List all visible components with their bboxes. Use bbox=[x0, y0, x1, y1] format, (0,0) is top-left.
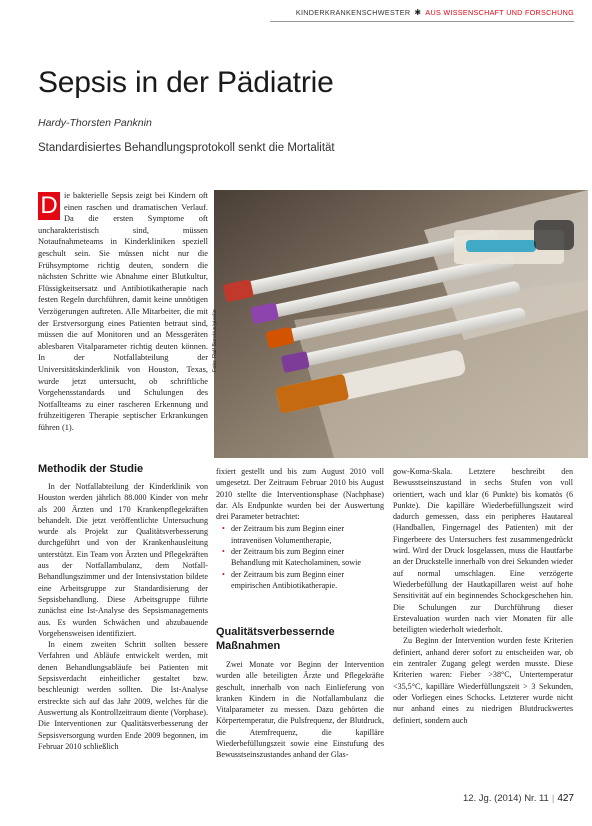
article-title: Sepsis in der Pädiatrie bbox=[38, 66, 334, 99]
intro-paragraph bbox=[38, 190, 208, 433]
header-separator-icon: ✱ bbox=[414, 8, 422, 17]
column-1 bbox=[38, 481, 208, 752]
article-author: Hardy-Thorsten Panknin bbox=[38, 117, 152, 129]
list-item: • der Zeitraum bis zum Beginn einer empirischen Antibiotikatherapie. bbox=[224, 569, 384, 592]
body-paragraph: In der Notfallabteilung der Kinderklinik von Houston werden jährlich 88.000 Kinder von mehr als 200 Ärzten und 170 Krankenpflegekräften behandelt. Die jetzt veröffentlichte Untersuchung wurde als Projekt zur Qualitätsverbesserung durchgeführt und von der Krankenhausleitung unterstützt. Ein Team von Ärzten und Pflegekräften aus der Notfallambulanz, dem Notfall-Behandlungszimmer und der Intensivstation bildete eine Arbeitsgruppe zur Standardisierung der Sepsisbehandlung. Diese Arbeitsgruppe führte zunächst eine Ist-Analyse des Sepsismanagements aus. Es wurden Schwächen und abzubauende Vorgehensweisen identifiziert. bbox=[38, 482, 208, 638]
intro-text: ie bakterielle Sepsis zeigt bei Kindern oft einen raschen und dramatischen Verlauf. Da die ersten Symptome oft uncharakteristisch sind, müssen Notaufnahmeteams in Kinderkliniken speziell geschult sein. Sie müssen nicht nur die Frühsymptome richtig deuten, sondern die nächsten Schritte wie Abnahme einer Blutkultur, Flüssigkeitsersatz und Antibiotikatherapie nach festen Regeln durchführen, damit keine unnötigen Verzögerungen auftreten. Alle Mitarbeiter, die mit der Erstversorgung eines Patienten betraut sind, müssen die auf Monitoren und an Messgeräten ablesbaren Vitalparameter richtig deuten können. In der Notfallabteilung der Universitätskinderklinik von Houston, Texas, wurde jetzt untersucht, ob schriftliche Vorgehensstandards und Schulungen des Notfallteams zu einer rascheren Erkennung und frühzeitigeren Therapie septischer Erkrankungen führen (1). bbox=[38, 191, 208, 432]
issue-citation: 12. Jg. (2014) Nr. 11 bbox=[462, 793, 549, 804]
drop-cap: D bbox=[38, 192, 60, 220]
list-item: • der Zeitraum bis zum Beginn einer Behandlung mit Katecholaminen, sowie bbox=[224, 546, 384, 569]
magazine-name: KINDERKRANKENSCHWESTER bbox=[295, 8, 411, 17]
footer-separator: | bbox=[551, 793, 555, 804]
body-paragraph: Zu Beginn der Intervention wurden feste Kriterien definiert, anhand derer sofort zu entscheiden war, ob ein zentraler Zugang gelegt werden musste. Diese Kriterien waren: Fieber >38°C, Untertemperatur <35,5°C, kapilläre Wiederfüllungszeit > 3 Sekunden, oder Vorliegen eines Schocks. Letzterer wurde nicht nur anhand eines zu niedrigen Blutdruckwertes definiert, sondern auch bbox=[393, 636, 573, 725]
endpoint-list bbox=[216, 523, 384, 591]
header-rule bbox=[270, 21, 574, 22]
running-header bbox=[296, 8, 574, 17]
body-paragraph: fixiert gestellt und bis zum August 2010 voll umgesetzt. Der Zeitraum Februar 2010 bis August 2010 stellte die Interventionsphase (Nachphase) dar. Als Endpunkte wurden bei der Auswertung drei Parameter betrachtet: bbox=[216, 467, 384, 522]
body-paragraph: In einem zweiten Schritt sollten bessere Verfahren und Abläufe entwickelt werden, mit denen Behandlungsabläufe bei Patienten mit Sepsisverdacht einheitlicher gestaltet bzw. beschleunigt werden sollten. Die Ist-Analyse erstreckte sich auf das Jahr 2009, welches für die Auswertung als Kontrollzeitraum diente (Vorphase). Die Interventionen zur Qualitätsverbesserung der Sepsisversorgung wurden Ende 2009 begonnen, im Februar 2010 schließlich bbox=[38, 640, 208, 751]
body-paragraph: gow-Koma-Skala. Letztere beschreibt den Bewusstseinszustand in sechs Stufen von voll orientiert, wach und klar (6 Punkte) bis komatös (6 Punkte). Die kapilläre Wiederbefüllungszeit wird dadurch gemessen, dass ein peripheres Hautareal (Handballen, Fingernagel des Patienten) mit der Fingerbeere des Untersuchers fest zusammengedrückt wird. Wird der Druck losgelassen, muss die Hautfarbe an der Druckstelle innerhalb von drei Sekunden wieder auf normal umschlagen. Eine verzögerte Wiederbefüllung der Hautkapillaren weist auf hohe Sensitivität auf ein beginnendes Schockgeschehen hin. Die Schulungen zur Durchführung dieser Erstevaluation wurden nach vier Monaten für alle beteiligten wiederholt wiederholt. bbox=[393, 467, 573, 635]
section-name: AUS WISSENSCHAFT UND FORSCHUNG bbox=[425, 8, 574, 17]
body-paragraph: Zwei Monate vor Beginn der Intervention wurden alle beteiligten Ärzte und Pflegekräfte geschult, innerhalb von nach Einlieferung von kranken Kindern in die Notfallambulanz die Vitalparameter zu messen. Dazu gehörten die Körpertemperatur, die Pulsfrequenz, der Blutdruck, die Atemfrequenz, die kapilläre Wiederbefüllungszeit sowie eine Einstufung des Bewusstseinszustandes anhand der Glas- bbox=[216, 660, 384, 760]
medical-tubes-photo bbox=[214, 190, 588, 458]
photo-credit: Foto: Ralf Boretius/pixelio bbox=[212, 309, 218, 372]
list-item: • der Zeitraum bis zum Beginn einer intravenösen Volumentherapie, bbox=[224, 523, 384, 546]
article-photo bbox=[214, 190, 588, 458]
page-number: 427 bbox=[557, 793, 574, 804]
column-3 bbox=[393, 466, 573, 726]
heading-methodik: Methodik der Studie bbox=[38, 463, 144, 475]
article-subtitle: Standardisiertes Behandlungsprotokoll senkt die Mortalität bbox=[38, 142, 335, 154]
heading-massnahmen: Qualitätsverbessernde Maßnahmen bbox=[216, 626, 335, 652]
page-footer bbox=[463, 793, 574, 804]
column-2 bbox=[216, 466, 384, 594]
column-2-continued bbox=[216, 659, 384, 761]
